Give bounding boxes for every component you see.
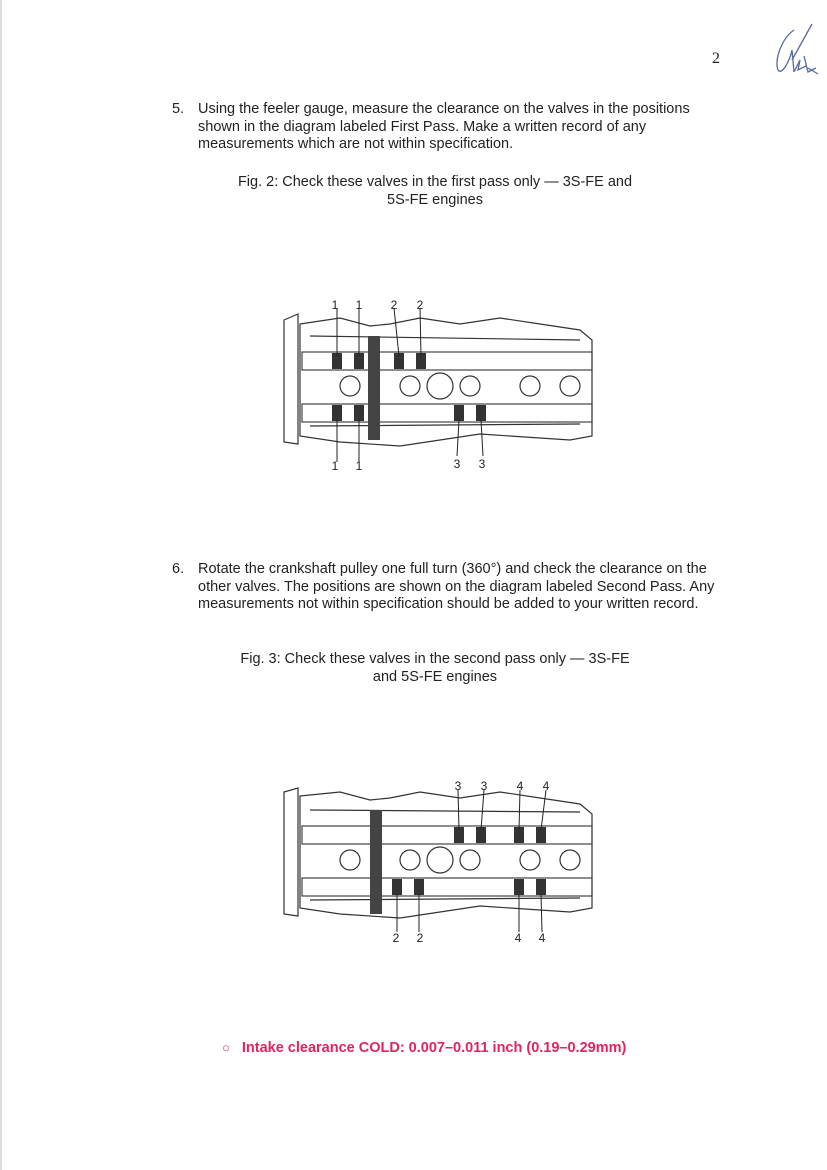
step-6-number: 6. — [172, 561, 185, 577]
step-5-text: Using the feeler gauge, measure the clearance on the valves in the positions shown in the diagram labeled First Pass. Make a written record of any measurements which are not within specification. — [198, 101, 690, 152]
fig2-label-top-3: 2 — [390, 298, 398, 312]
fig3-label-top-2: 3 — [480, 779, 488, 793]
intake-clearance-text: Intake clearance COLD: 0.007–0.011 inch (0.19–0.29mm) — [241, 1040, 627, 1056]
step-6-text: Rotate the crankshaft pulley one full turn (360°) and check the clearance on the other valves. The positions are shown on the diagram labeled Second Pass. Any measurements not within specification should be added to your written record. — [198, 561, 715, 612]
fig3-caption — [200, 651, 670, 686]
page-number: 2 — [712, 50, 720, 67]
highlighted-valves — [392, 827, 546, 895]
fig3-caption-line1: Fig. 3: Check these valves in the second pass only — 3S-FE — [240, 651, 630, 667]
fig3-label-top-4: 4 — [542, 779, 550, 793]
camshafts — [302, 352, 592, 422]
fig2-diagram — [280, 296, 600, 482]
cylinder-head-outline — [284, 314, 592, 446]
fig2-label-top-4: 2 — [416, 298, 424, 312]
fig3-label-top-1: 3 — [454, 779, 462, 793]
fig2-label-top-2: 1 — [355, 298, 363, 312]
scan-edge — [0, 0, 2, 1170]
camshafts — [302, 826, 592, 896]
timing-gear — [368, 336, 380, 440]
fig3-label-bottom-3: 4 — [514, 931, 522, 945]
bullet-icon: ○ — [222, 1040, 230, 1055]
fig2-label-bottom-1: 1 — [331, 459, 339, 473]
cylinder-head-outline — [284, 788, 592, 918]
handwritten-signature — [764, 20, 820, 80]
timing-gear — [370, 810, 382, 914]
fig2-label-bottom-2: 1 — [355, 459, 363, 473]
fig2-caption — [200, 174, 670, 209]
fig3-label-top-3: 4 — [516, 779, 524, 793]
step-5-number: 5. — [172, 101, 185, 117]
fig2-caption-line1: Fig. 2: Check these valves in the first pass only — 3S-FE and — [237, 174, 633, 190]
leader-lines — [337, 308, 483, 462]
fig2-caption-line2: 5S-FE engines — [387, 191, 483, 208]
fig3-label-bottom-2: 2 — [416, 931, 424, 945]
fig2-label-bottom-4: 3 — [478, 457, 486, 471]
fig2-label-top-1: 1 — [331, 298, 339, 312]
fig3-caption-line2: and 5S-FE engines — [372, 668, 498, 685]
intake-clearance-spec — [222, 1040, 626, 1056]
highlighted-valves — [332, 353, 486, 421]
fig3-label-bottom-1: 2 — [392, 931, 400, 945]
fig3-diagram — [280, 776, 600, 952]
fig2-label-bottom-3: 3 — [453, 457, 461, 471]
fig3-label-bottom-4: 4 — [538, 931, 546, 945]
